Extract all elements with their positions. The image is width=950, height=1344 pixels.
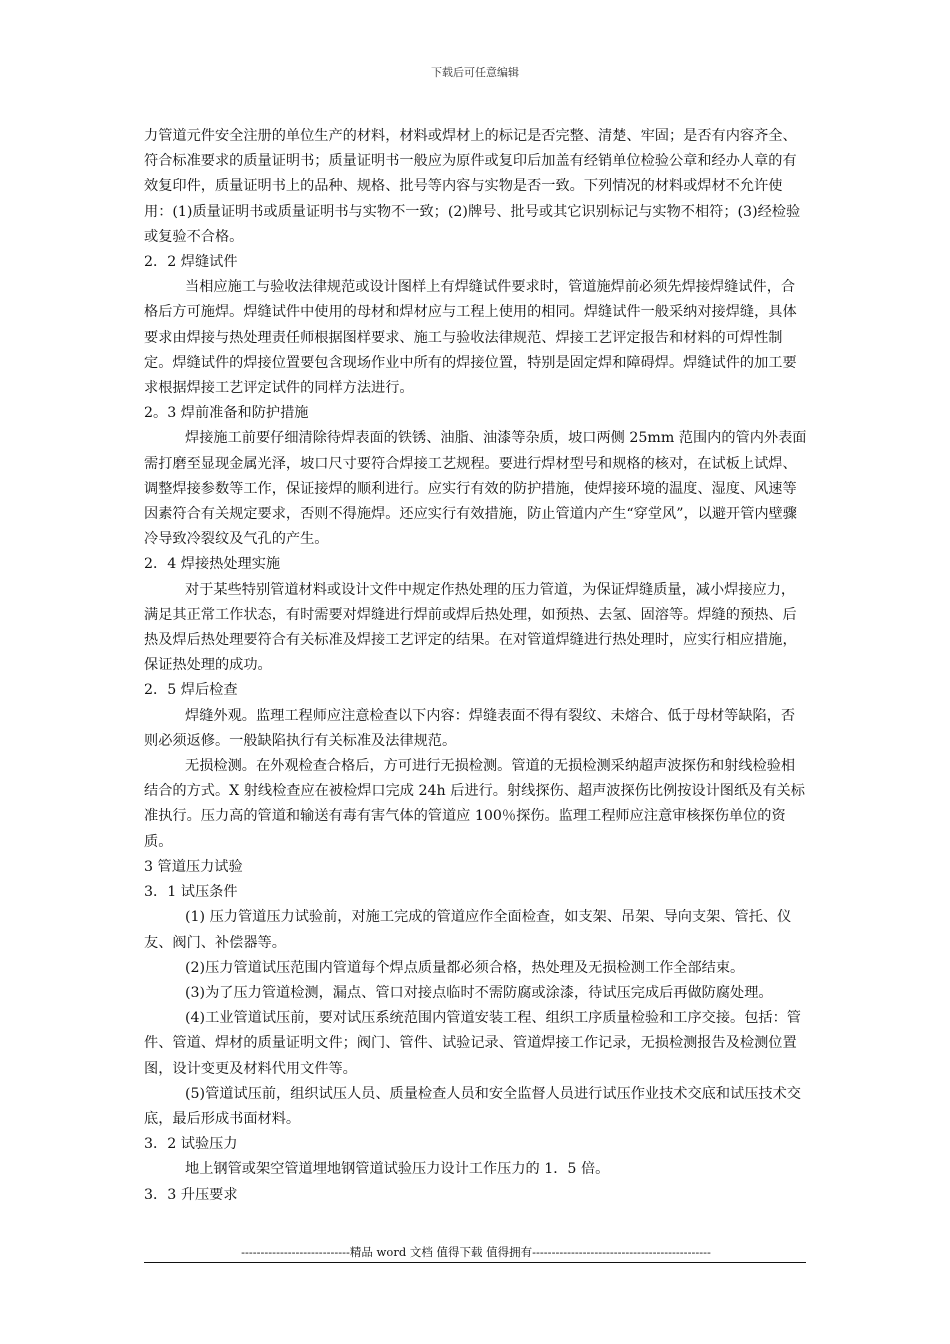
list-item: (2)压力管道试压范围内管道每个焊点质量都必须合格，热处理及无损检测工作全部结束。: [185, 959, 745, 976]
section-heading: 3．3 升压要求: [144, 1186, 238, 1203]
footer-rule: [144, 1262, 806, 1263]
paragraph: 焊接施工前要仔细清除待焊表面的铁锈、油脂、油漆等杂质，坡口两侧 25mm 范围内的管内外表面需打磨至显现金属光泽，坡口尺寸要符合焊接工艺规程。要进行焊材型号和规格的核对，在试板上试焊、调整焊接参数等工作，保证接焊的顺利进行。应实行有效的防护措施，使焊接环境的温度、湿度、风速等因素符合有关规定要求，否则不得施焊。还应实行有效措施，防止管道内产生“穿堂风”，以避开管内壁骤冷导致冷裂纹及气孔的产生。: [144, 430, 807, 548]
list-item: (3)为了压力管道检测，漏点、管口对接点临时不需防腐或涂漆，待试压完成后再做防腐处理。: [185, 984, 773, 1001]
section-heading: 3．2 试验压力: [144, 1136, 238, 1153]
section-heading: 2。3 焊前准备和防护措施: [144, 405, 309, 422]
paragraph: 力管道元件安全注册的单位生产的材料，材料或焊材上的标记是否完整、清楚、牢固；是否有内容齐全、符合标准要求的质量证明书；质量证明书一般应为原件或复印后加盖有经销单位检验公章和经办人章的有效复印件，质量证明书上的品种、规格、批号等内容与实物是否一致。下列情况的材料或焊材不允许使用：(1)质量证明书或质量证明书与实物不一致；(2)牌号、批号或其它识别标记与实物不相符；(3)经检验或复验不合格。: [144, 128, 801, 245]
section-heading: 3．1 试压条件: [144, 884, 238, 901]
document-body: [144, 124, 808, 1208]
list-item: (5)管道试压前，组织试压人员、质量检查人员和安全监督人员进行试压作业技术交底和试压技术交底，最后形成书面材料。: [144, 1085, 801, 1127]
chapter-heading: 3 管道压力试验: [144, 858, 243, 875]
paragraph: 焊缝外观。监理工程师应注意检查以下内容：焊缝表面不得有裂纹、未熔合、低于母材等缺陷，否则必须返修。一般缺陷执行有关标准及法律规范。: [144, 707, 796, 749]
list-item: (1) 压力管道压力试验前，对施工完成的管道应作全面检查，如支架、吊架、导向支架、管托、仪友、阀门、补偿器等。: [144, 909, 792, 951]
page-header: 下载后可任意编辑: [431, 66, 519, 79]
section-heading: 2．4 焊接热处理实施: [144, 556, 281, 573]
list-item: (4)工业管道试压前，要对试压系统范围内管道安装工程、组织工序质量检验和工序交接。包括：管件、管道、焊材的质量证明文件；阀门、管件、试验记录、管道焊接工作记录，无损检测报告及检测位置图，设计变更及材料代用文件等。: [144, 1010, 801, 1077]
section-heading: 2．2 焊缝试件: [144, 254, 238, 271]
page-footer: ----------------------------精品 word 文档 值得下载 值得拥有----------------------------------------------: [241, 1245, 711, 1259]
paragraph: 当相应施工与验收法律规范或设计图样上有焊缝试件要求时，管道施焊前必须先焊接焊缝试件，合格后方可施焊。焊缝试件中使用的母材和焊材应与工程上使用的相同。焊缝试件一般采纳对接焊缝，具体要求由焊接与热处理责任师根据图样要求、施工与验收法律规范、焊接工艺评定报告和材料的可焊性制定。焊缝试件的焊接位置要包含现场作业中所有的焊接位置，特别是固定焊和障碍焊。焊缝试件的加工要求根据焊接工艺评定试件的同样方法进行。: [144, 279, 797, 397]
paragraph: 地上钢管或架空管道埋地钢管道试验压力设计工作压力的 1．5 倍。: [185, 1161, 610, 1178]
paragraph: 无损检测。在外观检查合格后，方可进行无损检测。管道的无损检测采纳超声波探伤和射线检验相结合的方式。X 射线检查应在被检焊口完成 24h 后进行。射线探伤、超声波探伤比例按设计图纸及有关标准执行。压力高的管道和输送有毒有害气体的管道应 100％探伤。监理工程师应注意审核探伤单位的资质。: [144, 758, 805, 850]
section-heading: 2．5 焊后检查: [144, 682, 238, 699]
paragraph: 对于某些特别管道材料或设计文件中规定作热处理的压力管道，为保证焊缝质量，减小焊接应力，满足其正常工作状态，有时需要对焊缝进行焊前或焊后热处理，如预热、去氢、固溶等。焊缝的预热、后热及焊后热处理要符合有关标准及焊接工艺评定的结果。在对管道焊缝进行热处理时，应实行相应措施，保证热处理的成功。: [144, 581, 797, 674]
